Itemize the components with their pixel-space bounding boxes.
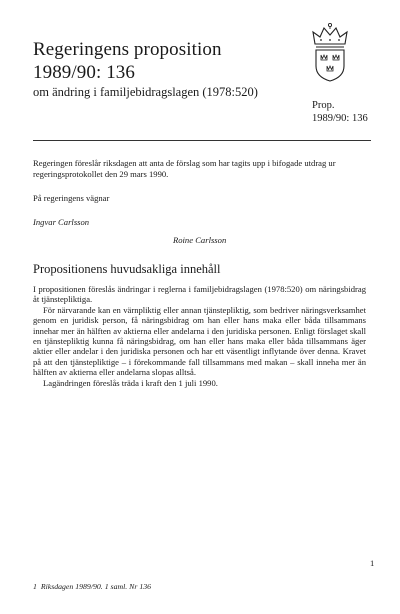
body-paragraph: I propositionen föreslås ändringar i reglerna i familjebidragslagen (1978:520) om näringsbidrag åt tjänstepliktiga. (33, 284, 366, 305)
body-paragraph: För närvarande kan en värnpliktig eller annan tjänstepliktig, som bedriver näringsverksamhet genom en juridisk person, få näringsbidrag om han eller hans maka eller båda tillsammans innehar mer än hälften av aktierna eller andelarna i den juridiska personen. Enligt förslaget skall en tjänstepliktig kunna få näringsbidrag, om han eller hans maka eller båda tillsammans äger aktier eller andelar i den juridiska personen och har ett väsentligt inflytande över denna. Kravet på att den tjänstepliktige – i förekommande fall tillsammans med makan – skall inneha mer än hälften av aktierna eller andelarna slopas alltså. (33, 304, 366, 378)
section-heading: Propositionens huvudsakliga innehåll (33, 262, 221, 276)
signatory-1: Ingvar Carlsson (33, 217, 90, 227)
body-paragraph: Lagändringen föreslås träda i kraft den 1 juli 1990. (43, 377, 218, 388)
title-line-2: 1989/90: 136 (33, 62, 136, 83)
crown-crest-icon (305, 20, 355, 82)
signatory-2: Roine Carlsson (173, 235, 227, 245)
footer (33, 582, 151, 591)
footer-page: 1 (33, 582, 37, 591)
section-body (33, 284, 366, 388)
intro-text: Regeringen föreslår riksdagen att anta de förslag som har tagits upp i bifogade utdrag ur regeringsprotokollet den 29 mars 1990. (33, 158, 336, 179)
header-divider (33, 140, 371, 141)
prop-number: 1989/90: 136 (312, 112, 368, 124)
page-number: 1 (370, 558, 375, 568)
proposition-reference (312, 100, 368, 125)
prop-label: Prop. (312, 100, 335, 111)
title-line-1: Regeringens proposition (33, 39, 222, 60)
document-title (33, 38, 222, 84)
document-subtitle: om ändring i familjebidragslagen (1978:520) (33, 85, 258, 99)
on-behalf-text: På regeringens vägnar (33, 193, 110, 203)
footer-text: Riksdagen 1989/90. 1 saml. Nr 136 (40, 582, 152, 591)
